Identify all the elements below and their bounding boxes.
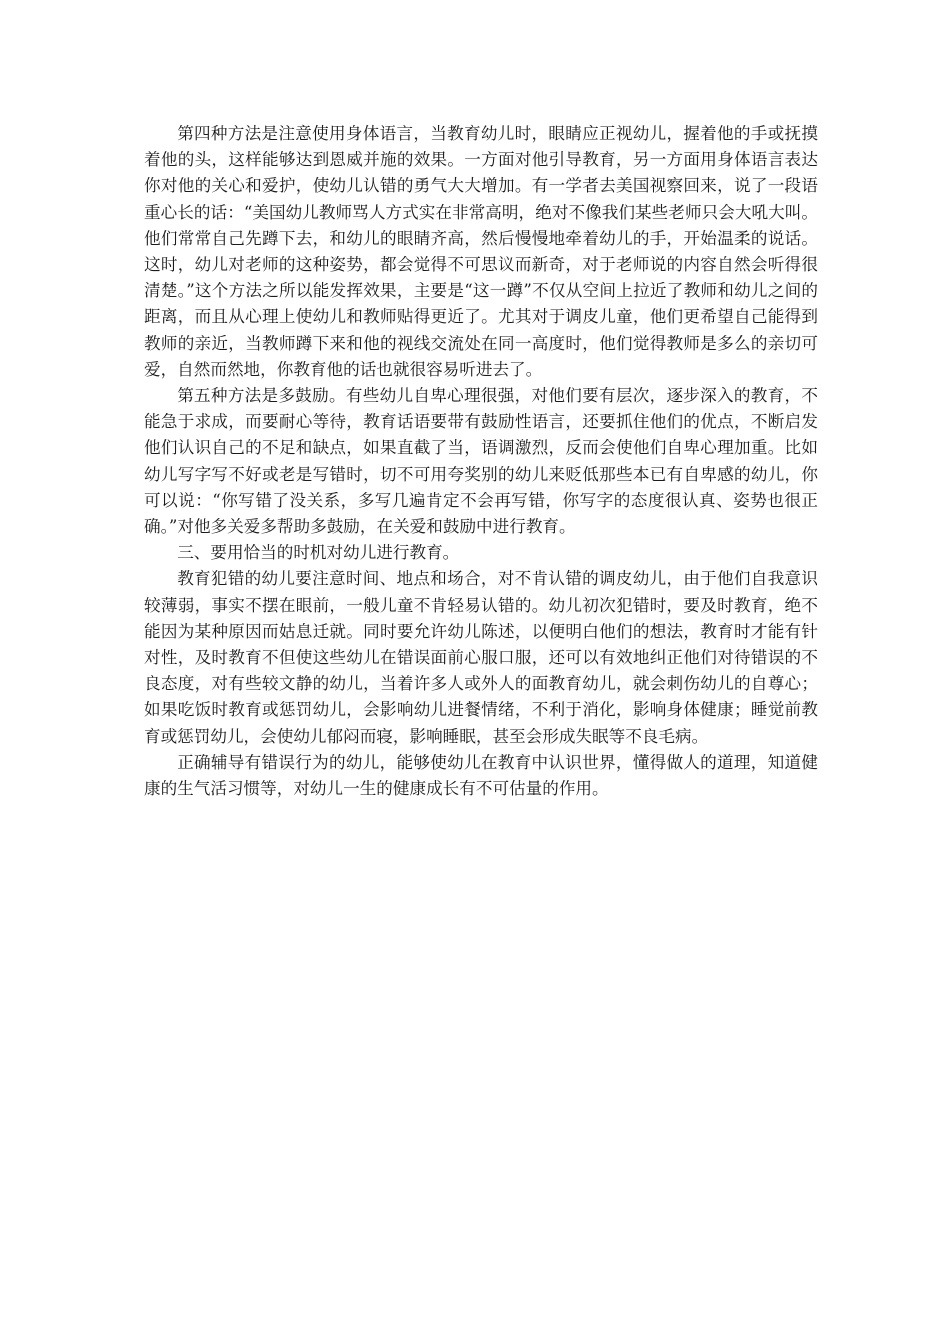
paragraph-method-five: 第五种方法是多鼓励。有些幼儿自卑心理很强，对他们要有层次，逐步深入的教育，不能急于求成，而要耐心等待，教育话语要带有鼓励性语言，还要抓住他们的优点，不断启发他们认识自己的不足和缺点，如果直截了当，语调激烈，反而会使他们自卑心理加重。比如幼儿写字写不好或老是写错时，切不可用夸奖别的幼儿来贬低那些本已有自卑感的幼儿，你可以说：“你写错了没关系，多写几遍肯定不会再写错，你写字的态度很认真、姿势也很正确。”对他多关爱多帮助多鼓励，在关爱和鼓励中进行教育。: [144, 386, 818, 537]
paragraph-timing: 教育犯错的幼儿要注意时间、地点和场合，对不肯认错的调皮幼儿，由于他们自我意识较薄弱，事实不摆在眼前，一般儿童不肯轻易认错的。幼儿初次犯错时，要及时教育，绝不能因为某种原因而姑息迁就。同时要允许幼儿陈述，以便明白他们的想法，教育时才能有针对性，及时教育不但使这些幼儿在错误面前心服口服，还可以有效地纠正他们对待错误的不良态度，对有些较文静的幼儿，当着许多人或外人的面教育幼儿，就会刺伤幼儿的自尊心；如果吃饭时教育或惩罚幼儿，会影响幼儿进餐情绪，不利于消化，影响身体健康；睡觉前教育或惩罚幼儿，会使幼儿郁闷而寝，影响睡眠，甚至会形成失眠等不良毛病。: [144, 569, 818, 746]
document-body: [144, 121, 818, 802]
paragraph-method-four: 第四种方法是注意使用身体语言，当教育幼儿时，眼睛应正视幼儿，握着他的手或抚摸着他的头，这样能够达到恩威并施的效果。一方面对他引导教育，另一方面用身体语言表达你对他的关心和爱护，使幼儿认错的勇气大大增加。有一学者去美国视察回来，说了一段语重心长的话：“美国幼儿教师骂人方式实在非常高明，绝对不像我们某些老师只会大吼大叫。他们常常自己先蹲下去，和幼儿的眼睛齐高，然后慢慢地牵着幼儿的手，开始温柔的说话。这时，幼儿对老师的这种姿势，都会觉得不可思议而新奇，对于老师说的内容自然会听得很清楚。”这个方法之所以能发挥效果，主要是“这一蹲”不仅从空间上拉近了教师和幼儿之间的距离，而且从心理上使幼儿和教师贴得更近了。尤其对于调皮儿童，他们更希望自己能得到教师的亲近，当教师蹲下来和他的视线交流处在同一高度时，他们觉得教师是多么的亲切可爱，自然而然地，你教育他的话也就很容易听进去了。: [144, 124, 818, 379]
section-heading-timing: 三、要用恰当的时机对幼儿进行教育。: [177, 543, 460, 563]
paragraph-conclusion: 正确辅导有错误行为的幼儿，能够使幼儿在教育中认识世界，懂得做人的道理，知道健康的生气活习惯等，对幼儿一生的健康成长有不可估量的作用。: [144, 752, 818, 799]
